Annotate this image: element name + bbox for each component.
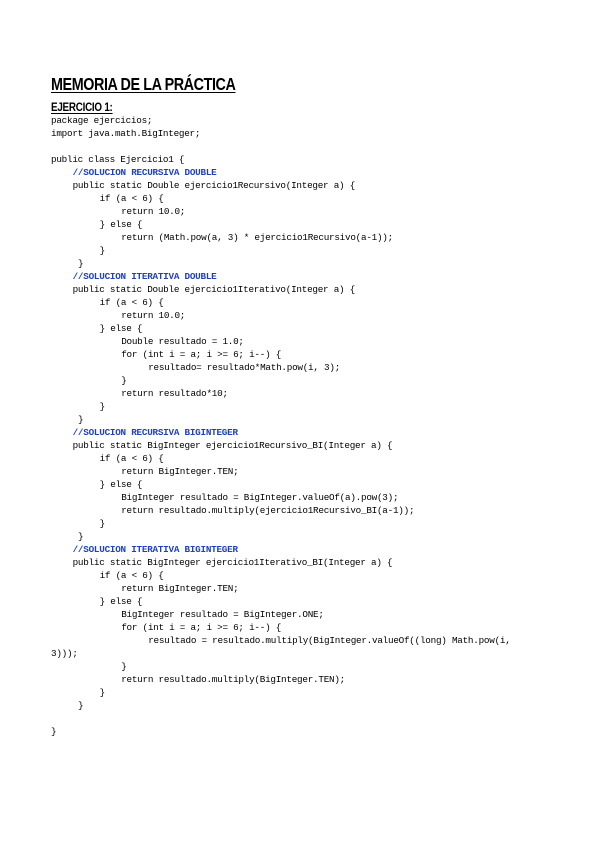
code-line: if (a < 6) { [99, 297, 164, 308]
code-line [51, 712, 591, 725]
code-line: for (int i = a; i >= 6; i--) { [121, 349, 282, 360]
code-line: } [78, 531, 84, 542]
code-line: BigInteger resultado = BigInteger.ONE; [121, 609, 324, 620]
code-line: public class Ejercicio1 { [51, 154, 185, 165]
code-line: } [78, 258, 84, 269]
code-line [51, 140, 591, 153]
code-line: public static BigInteger ejercicio1Recursivo_BI(Integer a) { [72, 440, 393, 451]
code-line: package ejercicios; [51, 115, 153, 126]
code-line: } [99, 687, 105, 698]
code-line: if (a < 6) { [99, 453, 164, 464]
document-title: MEMORIA DE LA PRÁCTICA [51, 74, 236, 94]
code-line: return resultado.multiply(BigInteger.TEN); [121, 674, 346, 685]
code-line: } else { [99, 219, 143, 230]
code-line: return BigInteger.TEN; [121, 466, 239, 477]
code-comment-line: //SOLUCION RECURSIVA DOUBLE [72, 167, 217, 178]
code-line: } [78, 414, 84, 425]
code-line: BigInteger resultado = BigInteger.valueOf(a).pow(3); [121, 492, 399, 503]
code-line: } [121, 375, 127, 386]
code-line: } [78, 700, 84, 711]
code-line: public static BigInteger ejercicio1Iterativo_BI(Integer a) { [72, 557, 393, 568]
code-line: 3))); [51, 648, 78, 659]
code-line: return resultado*10; [121, 388, 228, 399]
section-heading: EJERCICIO 1: [51, 100, 113, 114]
code-line: Double resultado = 1.0; [121, 336, 244, 347]
code-line: public static Double ejercicio1Recursivo(Integer a) { [72, 180, 356, 191]
code-line: if (a < 6) { [99, 570, 164, 581]
code-line: return (Math.pow(a, 3) * ejercicio1Recursivo(a-1)); [121, 232, 393, 243]
code-comment-line: //SOLUCION ITERATIVA DOUBLE [72, 271, 217, 282]
code-line: return BigInteger.TEN; [121, 583, 239, 594]
code-comment-line: //SOLUCION RECURSIVA BIGINTEGER [72, 427, 238, 438]
code-line: } [99, 401, 105, 412]
code-line: import java.math.BigInteger; [51, 128, 201, 139]
code-line: } else { [99, 596, 143, 607]
code-line: } [99, 518, 105, 529]
code-line: } else { [99, 479, 143, 490]
code-line: if (a < 6) { [99, 193, 164, 204]
code-comment-line: //SOLUCION ITERATIVA BIGINTEGER [72, 544, 238, 555]
code-line: } [121, 661, 127, 672]
code-line: public static Double ejercicio1Iterativo(Integer a) { [72, 284, 356, 295]
code-line: return resultado.multiply(ejercicio1Recursivo_BI(a-1)); [121, 505, 415, 516]
code-line: return 10.0; [121, 310, 186, 321]
code-line: return 10.0; [121, 206, 186, 217]
code-line: } else { [99, 323, 143, 334]
code-line: for (int i = a; i >= 6; i--) { [121, 622, 282, 633]
code-line: } [51, 726, 57, 737]
code-block [51, 114, 591, 738]
code-line: } [99, 245, 105, 256]
code-line: resultado = resultado.multiply(BigInteger.valueOf((long) Math.pow(i, [148, 635, 511, 646]
code-line: resultado= resultado*Math.pow(i, 3); [148, 362, 341, 373]
